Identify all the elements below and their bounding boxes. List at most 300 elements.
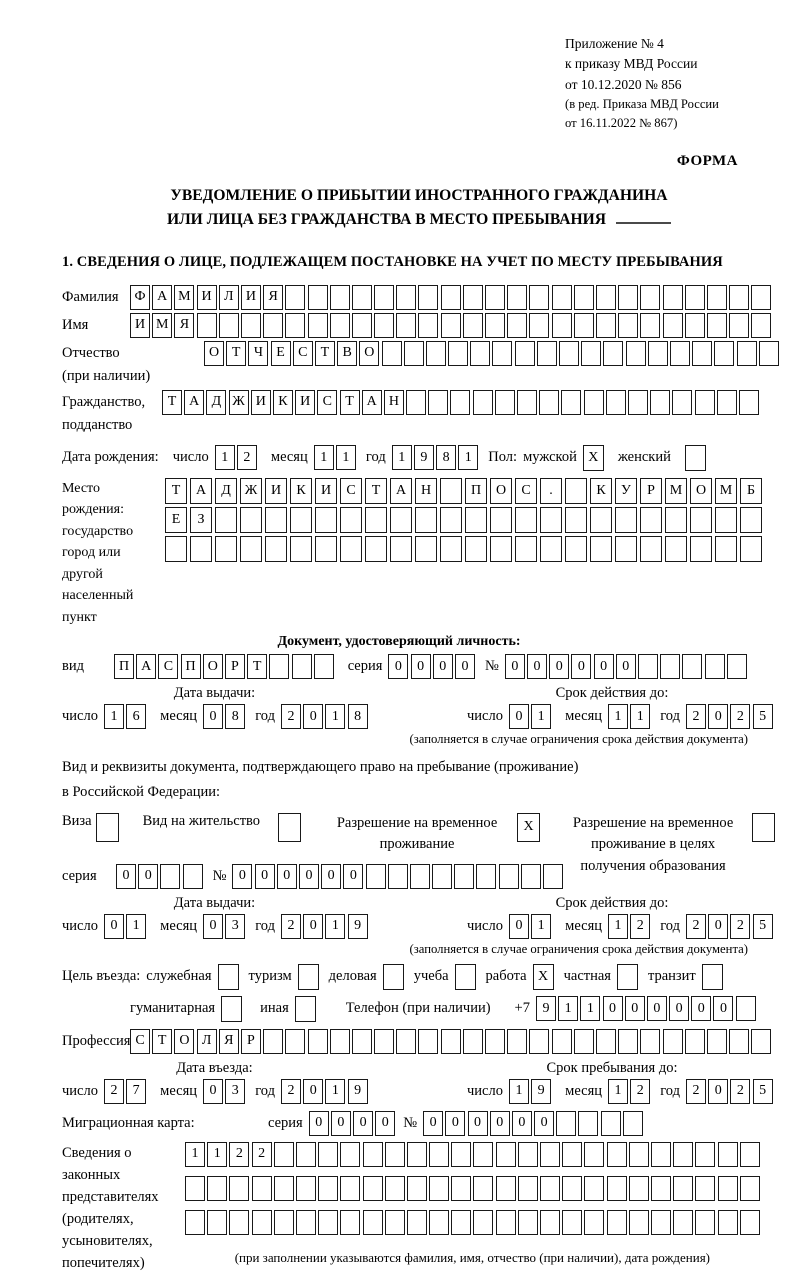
form-cell[interactable]: 2 [229,1142,249,1167]
form-cell[interactable] [440,507,462,533]
form-cell[interactable] [529,285,549,310]
form-cell[interactable] [285,1029,305,1054]
form-cell[interactable] [607,1210,627,1235]
form-cell[interactable] [651,1176,671,1201]
form-cell[interactable] [385,1142,405,1167]
form-cell[interactable] [440,536,462,562]
form-cell[interactable]: Н [415,478,437,504]
form-cell[interactable] [729,1029,749,1054]
form-cell[interactable] [418,1029,438,1054]
form-cell[interactable] [574,285,594,310]
form-cell[interactable]: К [290,478,312,504]
form-cell[interactable] [615,507,637,533]
form-cell[interactable]: 7 [126,1079,146,1104]
form-cell[interactable] [285,313,305,338]
form-cell[interactable] [640,1029,660,1054]
form-cell[interactable]: М [174,285,194,310]
form-cell[interactable]: 0 [647,996,667,1021]
form-cell[interactable] [363,1176,383,1201]
form-cell[interactable] [308,313,328,338]
form-cell[interactable] [207,1176,227,1201]
form-cell[interactable] [606,390,626,415]
form-cell[interactable] [476,864,496,889]
form-cell[interactable] [352,1029,372,1054]
form-cell[interactable]: М [665,478,687,504]
form-cell[interactable] [729,285,749,310]
form-cell[interactable] [485,313,505,338]
form-cell[interactable] [672,390,692,415]
form-cell[interactable]: 0 [203,914,223,939]
form-cell[interactable] [618,1029,638,1054]
form-cell[interactable] [740,1176,760,1201]
form-cell[interactable] [628,390,648,415]
form-cell[interactable] [640,313,660,338]
form-cell[interactable] [596,1029,616,1054]
form-cell[interactable]: 8 [225,704,245,729]
form-cell[interactable]: 6 [126,704,146,729]
form-cell[interactable]: Т [226,341,246,366]
form-cell[interactable]: 0 [549,654,569,679]
form-cell[interactable]: Р [640,478,662,504]
form-cell[interactable]: 3 [225,914,245,939]
form-cell[interactable]: Ч [248,341,268,366]
form-cell[interactable]: 1 [608,704,628,729]
form-cell[interactable]: 1 [207,1142,227,1167]
form-cell[interactable] [692,341,712,366]
form-cell[interactable]: У [615,478,637,504]
form-cell[interactable]: 9 [536,996,556,1021]
form-cell[interactable] [590,507,612,533]
form-cell[interactable] [415,536,437,562]
form-cell[interactable] [618,313,638,338]
form-cell[interactable] [718,1176,738,1201]
form-cell[interactable] [740,507,762,533]
form-cell[interactable]: 0 [343,864,363,889]
form-cell[interactable]: И [197,285,217,310]
form-cell[interactable] [521,864,541,889]
form-cell[interactable]: 2 [730,704,750,729]
form-cell[interactable] [736,996,756,1021]
form-cell[interactable] [485,285,505,310]
form-cell[interactable] [584,390,604,415]
form-cell[interactable]: Т [315,341,335,366]
form-cell[interactable] [539,390,559,415]
form-cell[interactable] [537,341,557,366]
form-cell[interactable] [590,536,612,562]
form-cell[interactable] [473,390,493,415]
form-cell[interactable] [410,864,430,889]
form-cell[interactable] [707,285,727,310]
form-cell[interactable] [451,1176,471,1201]
form-cell[interactable] [308,1029,328,1054]
form-cell[interactable] [715,536,737,562]
form-cell[interactable] [385,1176,405,1201]
form-cell[interactable] [296,1142,316,1167]
form-cell[interactable] [318,1176,338,1201]
form-cell[interactable]: 0 [468,1111,488,1136]
form-cell[interactable] [717,390,737,415]
form-cell[interactable] [274,1176,294,1201]
form-cell[interactable] [451,1210,471,1235]
form-cell[interactable] [584,1210,604,1235]
form-cell[interactable] [315,536,337,562]
form-cell[interactable] [540,1176,560,1201]
form-cell[interactable]: Л [219,285,239,310]
form-cell[interactable] [407,1142,427,1167]
form-cell[interactable] [229,1210,249,1235]
form-cell[interactable]: 2 [686,704,706,729]
form-cell[interactable] [315,507,337,533]
form-cell[interactable] [596,313,616,338]
form-cell[interactable] [663,313,683,338]
form-cell[interactable] [374,313,394,338]
form-cell[interactable]: 0 [277,864,297,889]
form-cell[interactable] [396,285,416,310]
form-cell[interactable] [207,1210,227,1235]
form-cell[interactable]: 1 [630,704,650,729]
form-cell[interactable]: Е [165,507,187,533]
form-cell[interactable] [418,285,438,310]
form-cell[interactable] [496,1176,516,1201]
form-cell[interactable] [673,1176,693,1201]
form-cell[interactable] [515,536,537,562]
form-cell[interactable] [396,313,416,338]
form-cell[interactable]: Н [384,390,404,415]
form-cell[interactable] [183,864,203,889]
form-cell[interactable] [470,341,490,366]
form-cell[interactable] [415,507,437,533]
form-cell[interactable]: Т [247,654,267,679]
form-cell[interactable]: П [114,654,134,679]
form-cell[interactable] [515,507,537,533]
form-cell[interactable] [429,1210,449,1235]
form-cell[interactable]: 5 [753,914,773,939]
form-cell[interactable]: О [490,478,512,504]
form-cell[interactable]: 2 [281,1079,301,1104]
form-cell[interactable] [418,313,438,338]
form-cell[interactable] [540,1142,560,1167]
form-cell[interactable]: 1 [126,914,146,939]
purpose-tourism-checkbox[interactable] [298,964,319,990]
form-cell[interactable] [705,654,725,679]
form-cell[interactable] [695,390,715,415]
form-cell[interactable] [695,1142,715,1167]
form-cell[interactable] [540,536,562,562]
form-cell[interactable] [285,285,305,310]
form-cell[interactable] [718,1142,738,1167]
form-cell[interactable] [197,313,217,338]
form-cell[interactable]: С [515,478,537,504]
form-cell[interactable] [562,1210,582,1235]
form-cell[interactable] [330,313,350,338]
form-cell[interactable]: И [241,285,261,310]
form-cell[interactable]: 1 [104,704,124,729]
form-cell[interactable] [574,313,594,338]
form-cell[interactable] [485,1029,505,1054]
form-cell[interactable] [584,1176,604,1201]
form-cell[interactable]: 2 [686,914,706,939]
form-cell[interactable] [352,313,372,338]
form-cell[interactable] [529,313,549,338]
form-cell[interactable]: 1 [314,445,334,470]
form-cell[interactable]: О [174,1029,194,1054]
sex-female-checkbox[interactable] [685,445,706,471]
form-cell[interactable] [565,507,587,533]
form-cell[interactable] [365,507,387,533]
form-cell[interactable] [552,285,572,310]
form-cell[interactable]: 0 [527,654,547,679]
form-cell[interactable]: Ж [229,390,249,415]
form-cell[interactable]: О [690,478,712,504]
form-cell[interactable] [450,390,470,415]
form-cell[interactable] [407,1210,427,1235]
form-cell[interactable]: 0 [321,864,341,889]
form-cell[interactable] [690,507,712,533]
form-cell[interactable]: Ж [240,478,262,504]
form-cell[interactable] [340,536,362,562]
form-cell[interactable] [562,1176,582,1201]
form-cell[interactable]: Д [215,478,237,504]
form-cell[interactable]: 0 [455,654,475,679]
form-cell[interactable] [473,1176,493,1201]
form-cell[interactable]: 5 [753,704,773,729]
form-cell[interactable] [463,313,483,338]
form-cell[interactable] [215,507,237,533]
form-cell[interactable] [682,654,702,679]
form-cell[interactable] [490,536,512,562]
form-cell[interactable]: А [190,478,212,504]
form-cell[interactable] [596,285,616,310]
form-cell[interactable] [229,1176,249,1201]
form-cell[interactable] [363,1142,383,1167]
form-cell[interactable] [190,536,212,562]
form-cell[interactable]: А [152,285,172,310]
form-cell[interactable]: 1 [392,445,412,470]
form-cell[interactable] [406,390,426,415]
form-cell[interactable] [540,1210,560,1235]
form-cell[interactable] [340,1142,360,1167]
form-cell[interactable] [529,1029,549,1054]
form-cell[interactable] [292,654,312,679]
form-cell[interactable] [390,536,412,562]
form-cell[interactable] [507,285,527,310]
form-cell[interactable] [751,313,771,338]
form-cell[interactable]: 0 [534,1111,554,1136]
form-cell[interactable]: 0 [299,864,319,889]
form-cell[interactable] [759,341,779,366]
form-cell[interactable] [665,536,687,562]
form-cell[interactable] [426,341,446,366]
purpose-official-checkbox[interactable] [218,964,239,990]
form-cell[interactable]: И [130,313,150,338]
form-cell[interactable] [496,1210,516,1235]
form-cell[interactable] [252,1210,272,1235]
form-cell[interactable]: Р [225,654,245,679]
form-cell[interactable] [465,536,487,562]
form-cell[interactable]: 0 [625,996,645,1021]
form-cell[interactable]: К [273,390,293,415]
form-cell[interactable]: Т [340,390,360,415]
form-cell[interactable]: Ф [130,285,150,310]
form-cell[interactable]: М [152,313,172,338]
form-cell[interactable]: 0 [445,1111,465,1136]
form-cell[interactable] [473,1210,493,1235]
form-cell[interactable] [727,654,747,679]
form-cell[interactable]: 2 [730,914,750,939]
form-cell[interactable] [685,285,705,310]
form-cell[interactable] [404,341,424,366]
form-cell[interactable]: 0 [571,654,591,679]
form-cell[interactable] [578,1111,598,1136]
form-cell[interactable]: 0 [423,1111,443,1136]
form-cell[interactable] [670,341,690,366]
form-cell[interactable]: К [590,478,612,504]
form-cell[interactable]: А [136,654,156,679]
form-cell[interactable] [296,1210,316,1235]
form-cell[interactable]: И [295,390,315,415]
form-cell[interactable]: 2 [237,445,257,470]
purpose-other-checkbox[interactable] [295,996,316,1022]
form-cell[interactable] [615,536,637,562]
form-cell[interactable] [685,313,705,338]
form-cell[interactable]: 0 [509,704,529,729]
form-cell[interactable]: 9 [531,1079,551,1104]
form-cell[interactable]: С [130,1029,150,1054]
form-cell[interactable] [428,390,448,415]
purpose-transit-checkbox[interactable] [702,964,723,990]
purpose-business-checkbox[interactable] [383,964,404,990]
form-cell[interactable]: М [715,478,737,504]
form-cell[interactable]: А [362,390,382,415]
form-cell[interactable] [660,654,680,679]
form-cell[interactable] [499,864,519,889]
form-cell[interactable] [543,864,563,889]
form-cell[interactable]: 2 [686,1079,706,1104]
form-cell[interactable]: 1 [336,445,356,470]
form-cell[interactable] [454,864,474,889]
form-cell[interactable] [751,285,771,310]
form-cell[interactable] [629,1176,649,1201]
form-cell[interactable]: 1 [325,914,345,939]
form-cell[interactable] [673,1210,693,1235]
form-cell[interactable]: 1 [325,1079,345,1104]
form-cell[interactable]: 2 [730,1079,750,1104]
form-cell[interactable] [650,390,670,415]
form-cell[interactable] [695,1210,715,1235]
form-cell[interactable]: 2 [104,1079,124,1104]
form-cell[interactable] [265,507,287,533]
form-cell[interactable]: О [204,341,224,366]
form-cell[interactable] [518,1142,538,1167]
form-cell[interactable]: 2 [630,1079,650,1104]
form-cell[interactable]: . [540,478,562,504]
form-cell[interactable]: 1 [185,1142,205,1167]
form-cell[interactable]: 0 [616,654,636,679]
form-cell[interactable] [241,313,261,338]
form-cell[interactable]: 9 [348,914,368,939]
form-cell[interactable] [556,1111,576,1136]
form-cell[interactable] [440,478,462,504]
form-cell[interactable]: 0 [203,704,223,729]
form-cell[interactable] [518,1176,538,1201]
form-cell[interactable] [607,1142,627,1167]
form-cell[interactable]: 0 [255,864,275,889]
form-cell[interactable] [565,478,587,504]
form-cell[interactable] [581,341,601,366]
form-cell[interactable]: Р [241,1029,261,1054]
form-cell[interactable] [517,390,537,415]
form-cell[interactable]: 0 [594,654,614,679]
form-cell[interactable] [463,285,483,310]
form-cell[interactable]: 0 [353,1111,373,1136]
form-cell[interactable]: 3 [225,1079,245,1104]
form-cell[interactable] [490,507,512,533]
form-cell[interactable]: И [315,478,337,504]
form-cell[interactable] [290,507,312,533]
form-cell[interactable] [663,285,683,310]
form-cell[interactable] [601,1111,621,1136]
form-cell[interactable] [473,1142,493,1167]
form-cell[interactable] [740,536,762,562]
form-cell[interactable]: 0 [203,1079,223,1104]
form-cell[interactable]: Я [174,313,194,338]
form-cell[interactable] [441,285,461,310]
form-cell[interactable] [330,1029,350,1054]
form-cell[interactable] [640,507,662,533]
form-cell[interactable] [463,1029,483,1054]
form-cell[interactable] [739,390,759,415]
form-cell[interactable] [185,1210,205,1235]
residence-permit-checkbox[interactable] [278,813,301,842]
form-cell[interactable] [366,864,386,889]
form-cell[interactable] [240,536,262,562]
form-cell[interactable] [407,1176,427,1201]
form-cell[interactable] [396,1029,416,1054]
form-cell[interactable]: 5 [753,1079,773,1104]
form-cell[interactable]: С [158,654,178,679]
purpose-study-checkbox[interactable] [455,964,476,990]
form-cell[interactable] [432,864,452,889]
form-cell[interactable] [448,341,468,366]
form-cell[interactable]: 0 [509,914,529,939]
form-cell[interactable]: 0 [505,654,525,679]
form-cell[interactable]: 0 [232,864,252,889]
form-cell[interactable]: 0 [490,1111,510,1136]
form-cell[interactable] [390,507,412,533]
form-cell[interactable] [374,1029,394,1054]
form-cell[interactable]: 9 [348,1079,368,1104]
form-cell[interactable]: 0 [375,1111,395,1136]
form-cell[interactable]: 0 [433,654,453,679]
form-cell[interactable] [215,536,237,562]
sex-male-checkbox[interactable]: X [583,445,604,471]
form-cell[interactable]: С [293,341,313,366]
form-cell[interactable] [330,285,350,310]
form-cell[interactable] [252,1176,272,1201]
form-cell[interactable] [559,341,579,366]
form-cell[interactable] [562,1142,582,1167]
purpose-humanitarian-checkbox[interactable] [221,996,242,1022]
form-cell[interactable] [740,1142,760,1167]
form-cell[interactable]: 9 [414,445,434,470]
form-cell[interactable] [274,1210,294,1235]
form-cell[interactable]: 0 [116,864,136,889]
form-cell[interactable] [318,1142,338,1167]
form-cell[interactable] [160,864,180,889]
form-cell[interactable]: П [181,654,201,679]
form-cell[interactable]: Т [162,390,182,415]
form-cell[interactable]: 2 [281,704,301,729]
